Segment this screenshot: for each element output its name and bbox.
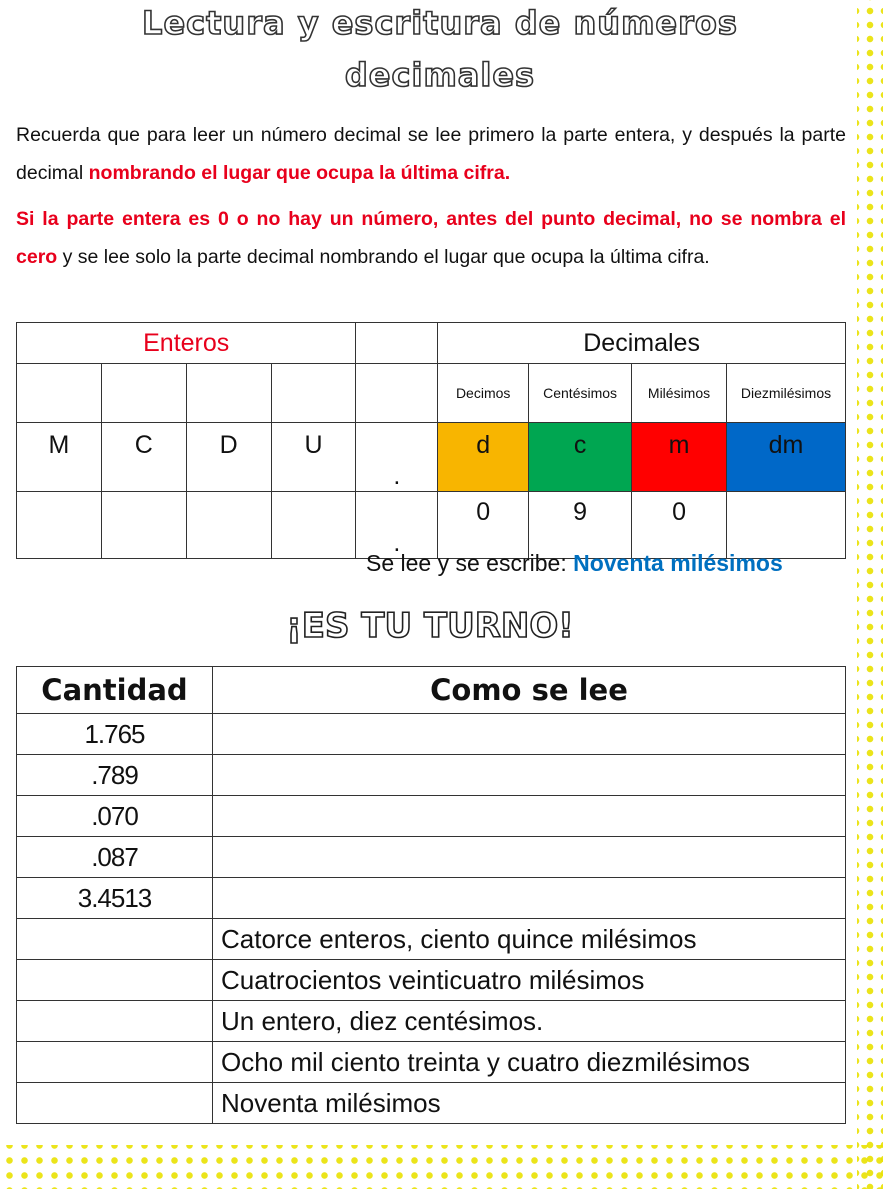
digit-cell [271, 492, 356, 559]
reading-table [16, 666, 846, 1124]
lectura-cell: Catorce enteros, ciento quince milésimos [213, 919, 846, 960]
lectura-cell[interactable] [213, 755, 846, 796]
letter-centesimos: c [529, 423, 632, 492]
column-milesimos: Milésimos [632, 364, 727, 423]
table-row [17, 878, 846, 919]
cantidad-cell: .087 [17, 837, 213, 878]
rule-1-text: Recuerda que para leer un número decimal se lee primero la parte entera, y después la parte decimal [16, 124, 846, 184]
column-centesimos: Centésimos [529, 364, 632, 423]
rule-paragraph-1 [16, 116, 846, 192]
empty-cell [271, 364, 356, 423]
cantidad-cell: .070 [17, 796, 213, 837]
digit-centesimos: 9 [529, 492, 632, 559]
table-row [17, 1042, 846, 1083]
star-border-bottom [0, 1145, 883, 1189]
table-row [17, 755, 846, 796]
digit-cell [17, 492, 102, 559]
table-row [17, 919, 846, 960]
rule-2-highlight: Si la parte entera es 0 o no hay un número, antes del punto decimal, no se nombra el cero [16, 208, 846, 268]
lectura-cell: Cuatrocientos veinticuatro milésimos [213, 960, 846, 1001]
page-title-line1: Lectura y escritura de números [142, 4, 738, 42]
empty-cell [101, 364, 186, 423]
cantidad-cell[interactable] [17, 1001, 213, 1042]
letter-milesimos: m [632, 423, 727, 492]
turn-title: ¡ES TU TURNO! [286, 606, 574, 646]
column-decimos: Decimos [438, 364, 529, 423]
lectura-cell: Noventa milésimos [213, 1083, 846, 1124]
lectura-cell[interactable] [213, 796, 846, 837]
column-diezmilesimos: Diezmilésimos [726, 364, 845, 423]
letter-unidades: U [271, 423, 356, 492]
lectura-cell[interactable] [213, 878, 846, 919]
letter-millares: M [17, 423, 102, 492]
lectura-cell: Ocho mil ciento treinta y cuatro diezmilésimos [213, 1042, 846, 1083]
cantidad-cell: 3.4513 [17, 878, 213, 919]
digit-milesimos: 0 [632, 492, 727, 559]
table-row [17, 960, 846, 1001]
letter-decimos: d [438, 423, 529, 492]
caption-answer: Noventa milésimos [573, 550, 783, 576]
letter-decenas: D [186, 423, 271, 492]
letter-centenas: C [101, 423, 186, 492]
cantidad-cell[interactable] [17, 960, 213, 1001]
empty-cell [186, 364, 271, 423]
cantidad-cell[interactable] [17, 1042, 213, 1083]
lectura-cell[interactable] [213, 837, 846, 878]
header-cantidad: Cantidad [17, 667, 213, 714]
digit-cell [186, 492, 271, 559]
place-value-table [16, 322, 846, 559]
empty-cell [17, 364, 102, 423]
table-row [17, 714, 846, 755]
lectura-cell: Un entero, diez centésimos. [213, 1001, 846, 1042]
decimal-point: . [356, 492, 438, 559]
point-header-cell [356, 323, 438, 364]
lectura-cell[interactable] [213, 714, 846, 755]
cantidad-cell: .789 [17, 755, 213, 796]
star-border-right [857, 0, 883, 1189]
cantidad-cell[interactable] [17, 919, 213, 960]
decimal-point: . [356, 423, 438, 492]
enteros-header: Enteros [17, 323, 356, 364]
decimales-header: Decimales [438, 323, 846, 364]
digit-decimos: 0 [438, 492, 529, 559]
table-row [17, 1083, 846, 1124]
rule-2-text: y se lee solo la parte decimal nombrando el lugar que ocupa la última cifra. [57, 246, 710, 268]
letter-diezmilesimos: dm [726, 423, 845, 492]
caption-prefix: Se lee y se escribe: [366, 550, 574, 576]
cantidad-cell: 1.765 [17, 714, 213, 755]
digit-diezmilesimos [726, 492, 845, 559]
header-como-se-lee: Como se lee [213, 667, 846, 714]
empty-cell [356, 364, 438, 423]
rule-paragraph-2 [16, 200, 846, 276]
table-row [17, 796, 846, 837]
digit-cell [101, 492, 186, 559]
rule-1-highlight: nombrando el lugar que ocupa la última cifra. [88, 162, 511, 184]
page-title-line2: decimales [344, 56, 536, 94]
example-caption [366, 550, 783, 577]
table-row [17, 1001, 846, 1042]
cantidad-cell[interactable] [17, 1083, 213, 1124]
table-row [17, 837, 846, 878]
